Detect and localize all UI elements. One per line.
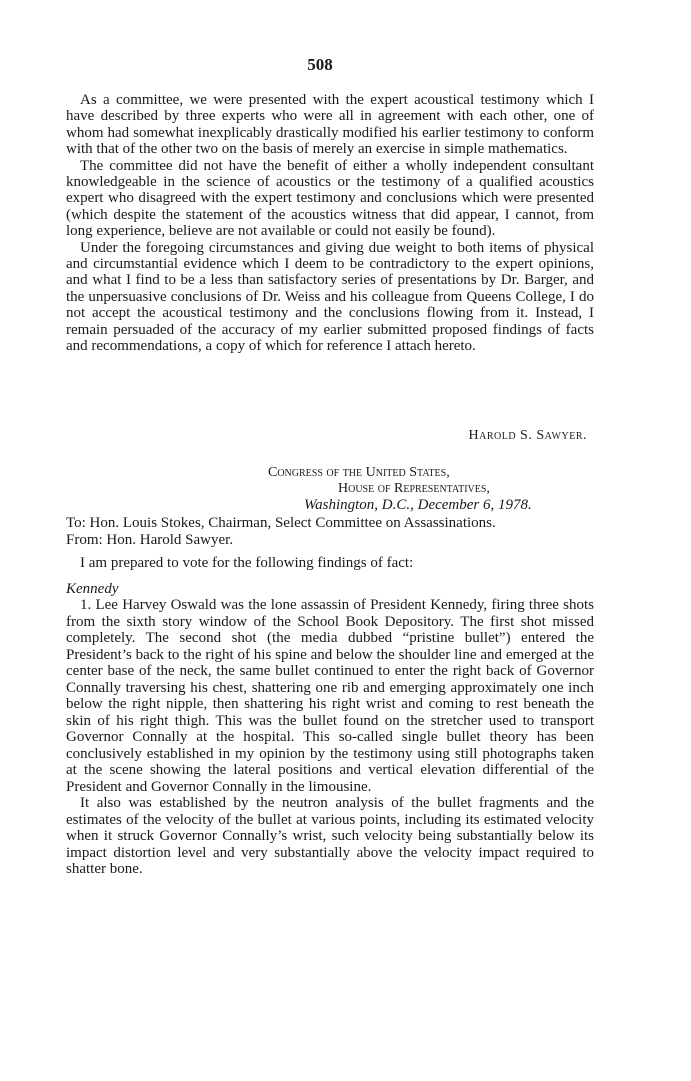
paragraph-no-independent-expert: The committee did not have the benefit of either a wholly independent consultant knowledgeable in the science of acoustics or the testimony of a qualified acoustics expert who disagreed with the expert testimony and conclusions which were presented (which despite the statement of the acoustics witness that did appear, I cannot, from long experience, believe are not available or could not easily be found). bbox=[66, 157, 594, 240]
finding-neutron-analysis: It also was established by the neutron analysis of the bullet fragments and the estimates of the velocity of the bullet at various points, including its estimated velocity when it struck Governor Connally’s wrist, such velocity being substantially below its impact distortion level and very substantially above the velocity impact required to shatter bone. bbox=[66, 795, 594, 877]
letterhead bbox=[268, 465, 532, 514]
page-number: 508 bbox=[307, 55, 333, 74]
dissent-text bbox=[66, 92, 594, 355]
memo-from: From: Hon. Harold Sawyer. bbox=[66, 531, 234, 548]
letterhead-place-date: Washington, D.C., December 6, 1978. bbox=[304, 497, 532, 513]
memo-text bbox=[66, 515, 594, 878]
signature: Harold S. Sawyer. bbox=[468, 428, 587, 443]
paragraph-acoustical-testimony: As a committee, we were presented with the expert acoustical testimony which I have described by three experts who were all in agreement with each other, one of whom had somewhat inexplicably drastically modified his earlier testimony to conform with that of the other two on the basis of merely an exercise in simple mathematics. bbox=[66, 92, 594, 158]
letterhead-house: House of Representatives, bbox=[338, 481, 490, 496]
finding-1: 1. Lee Harvey Oswald was the lone assassin of President Kennedy, firing three shots from the sixth story window of the School Book Depository. The first shot missed completely. The second shot (the media dubbed “pristine bullet”) entered the President’s back to the right of his spine and below the shoulder line and emerged at the center base of the neck, the same bullet continued to enter the right back of Governor Connally traversing his chest, shattering one rib and emerging approximately one inch below the right nipple, then shattering his right wrist and coming to rest beneath the skin of his right thigh. This was the bullet found on the stretcher used to transport Governor Connally at the hospital. This so-called single bullet theory has been conclusively established in my opinion by the testimony using still photographs taken at the scene showing the lateral positions and vertical elevation differential of the President and Governor Connally in the limousine. bbox=[66, 597, 594, 795]
memo-lead: I am prepared to vote for the following findings of fact: bbox=[80, 555, 414, 571]
paragraph-conclusion: Under the foregoing circumstances and giving due weight to both items of physical and circumstantial evidence which I deem to be contradictory to the expert opinions, and what I find to be a less than satisfactory series of presentations by Dr. Barger, and the unpersuasive conclusions of Dr. Weiss and his colleague from Queens College, I do not accept the acoustical testimony and the conclusions flowing from it. Instead, I remain persuaded of the accuracy of my earlier submitted proposed findings of facts and recommendations, a copy of which for reference I attach hereto. bbox=[66, 239, 594, 355]
letterhead-congress: Congress of the United States, bbox=[268, 465, 450, 480]
section-heading: Kennedy bbox=[66, 580, 119, 597]
memo-to: To: Hon. Louis Stokes, Chairman, Select Committee on Assassinations. bbox=[66, 515, 496, 531]
